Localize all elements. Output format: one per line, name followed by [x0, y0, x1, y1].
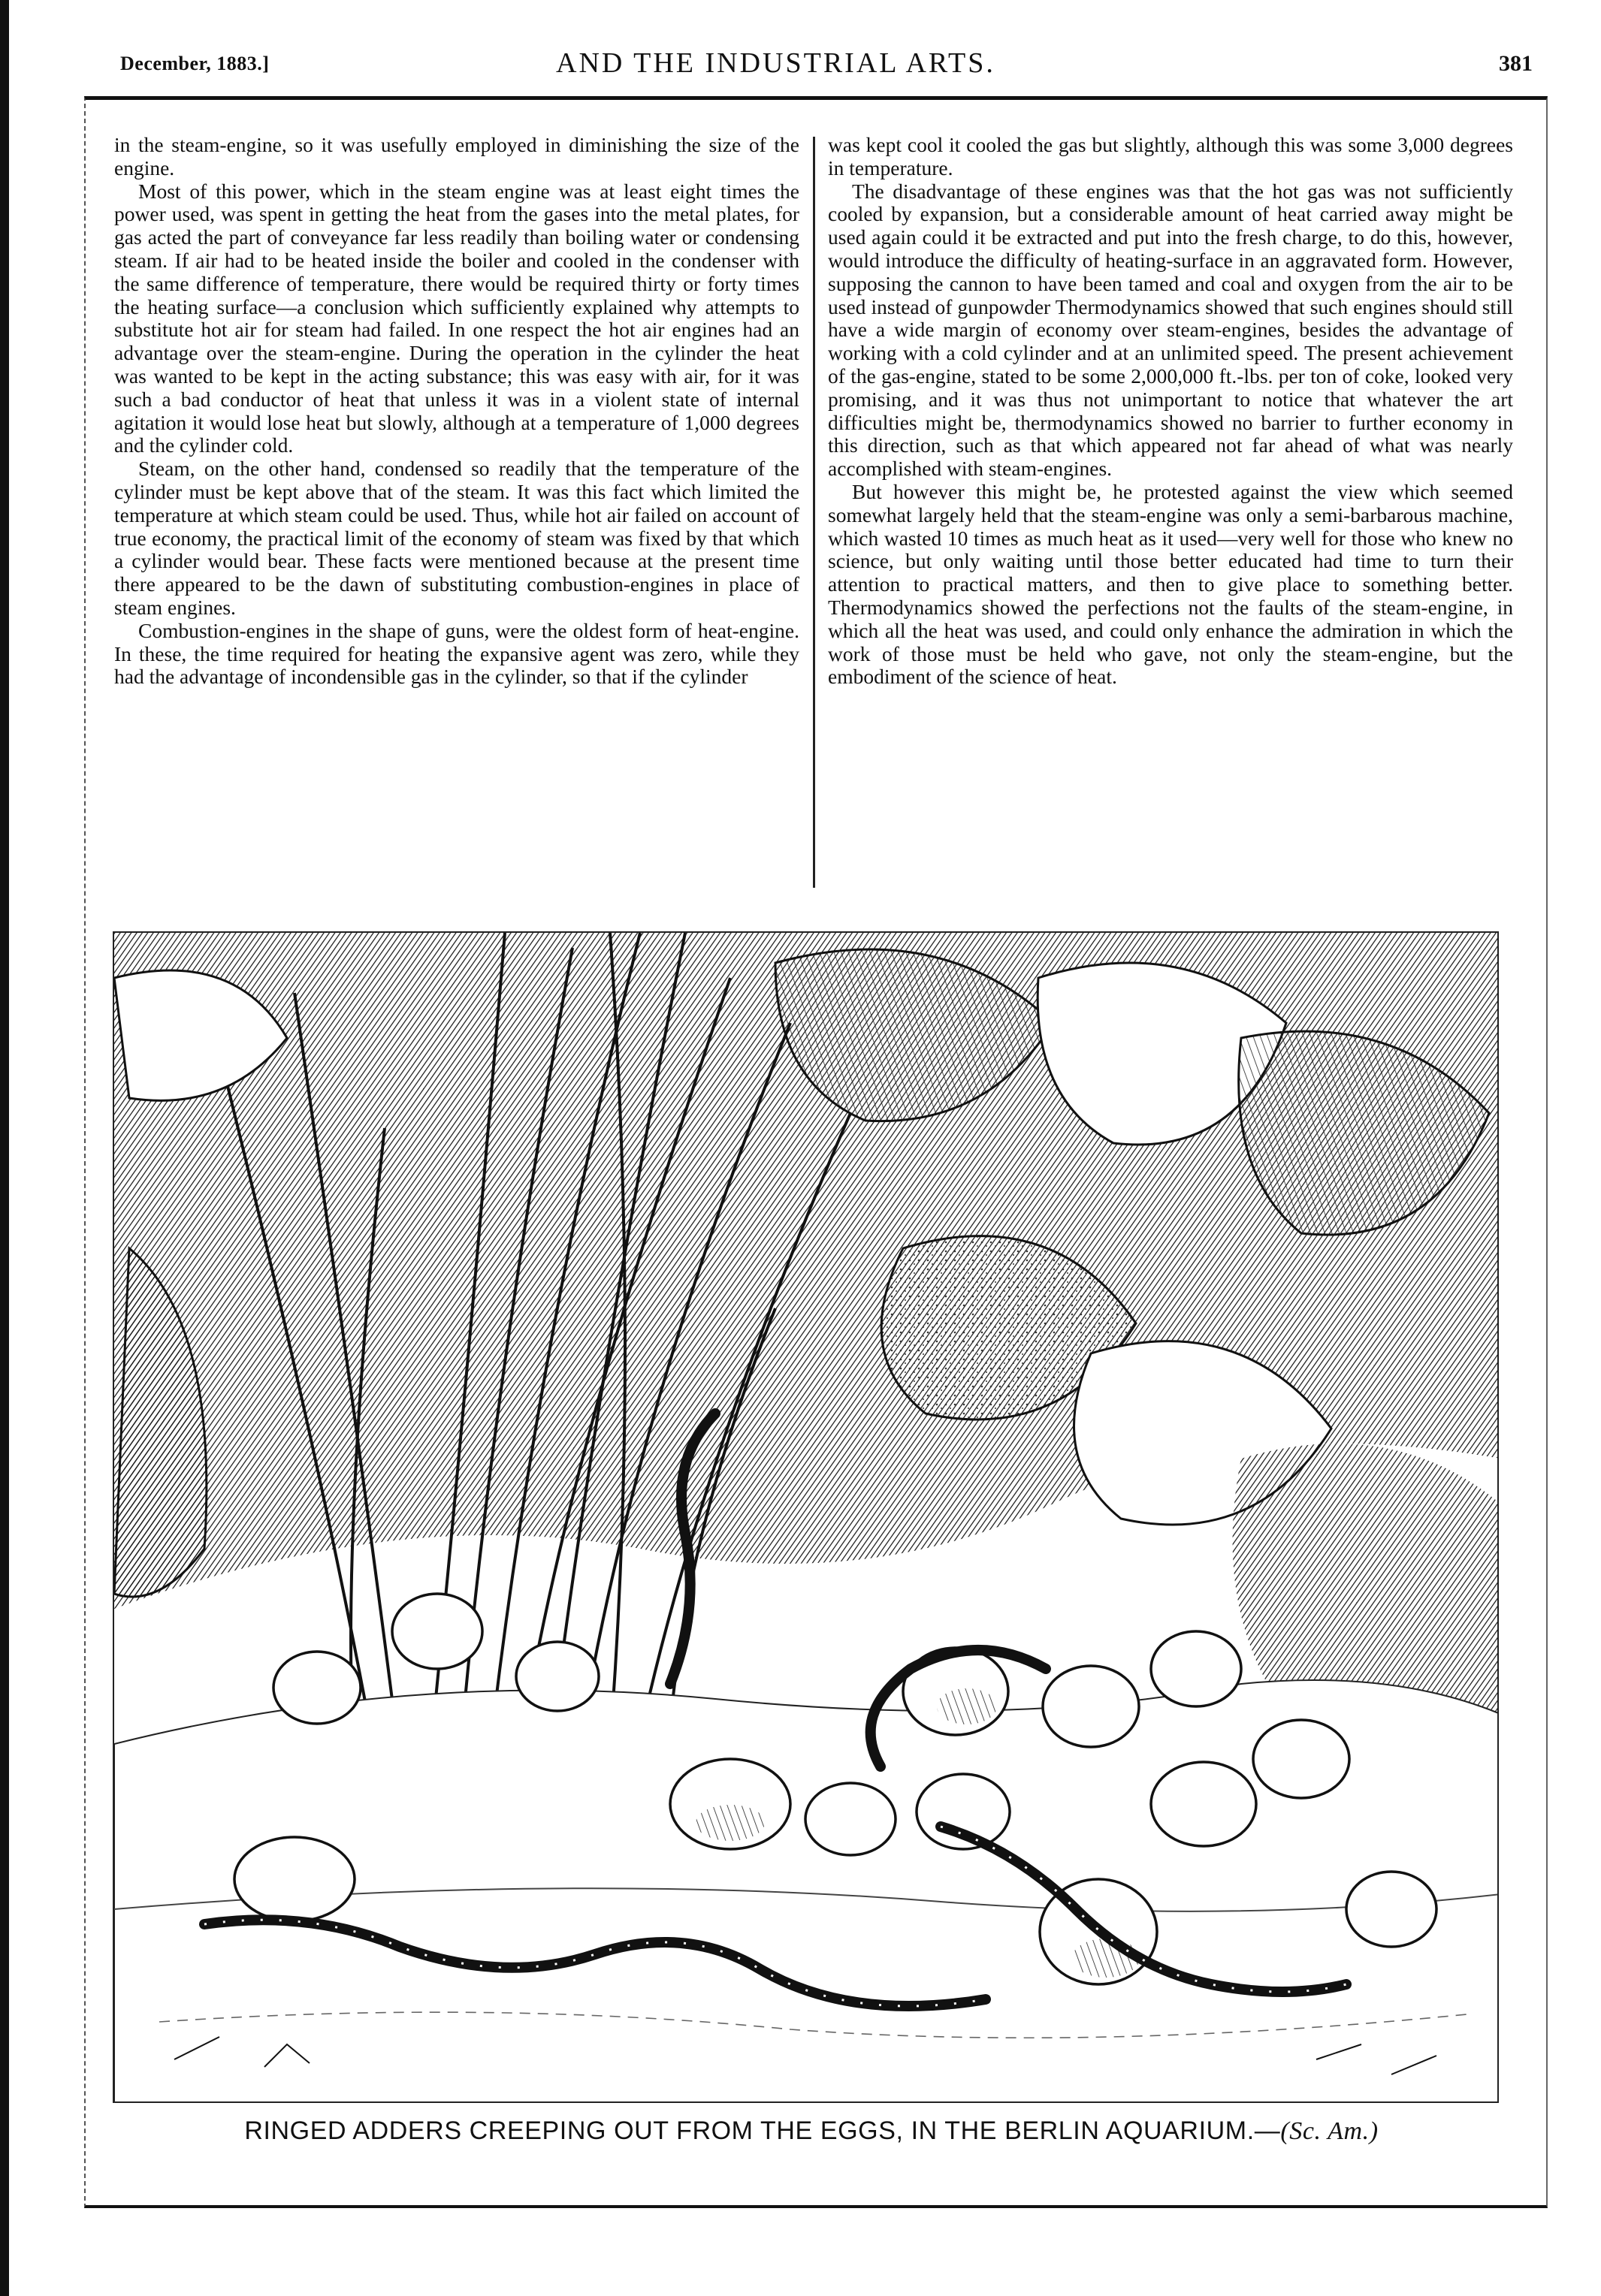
- paragraph: was kept cool it cooled the gas but slightly, although this was some 3,000 degrees in temperature.: [828, 133, 1513, 180]
- paragraph: Steam, on the other hand, condensed so readily that the temperature of the cylinder must be kept above that of the steam. It was this fact which limited the temperature at which steam could be used. Thus, while hot air failed on account of true economy, the practical limit of the economy of steam was fixed by that which a cylinder would bear. These facts were mentioned because at the present time there appeared to be the dawn of substituting combustion-engines in place of steam engines.: [114, 457, 799, 619]
- figure-caption: [105, 2116, 1518, 2146]
- paragraph: Most of this power, which in the steam engine was at least eight times the power used, was spent in getting the heat from the gases into the metal plates, for gas acted the part of conveyance far less readily than boiling water or condensing steam. If air had to be heated inside the boiler and cooled in the condenser with the same difference of temperature, there would be required thirty or forty times the heating surface—a conclusion which sufficiently explained why attempts to substitute hot air for steam had failed. In one respect the hot air engines had an advantage over the steam-engine. During the operation in the cylinder the heat was wanted to be kept in the acting substance; this was easy with air, for it was such a bad conductor of heat that unless it was in a violent state of internal agitation it would lose heat but slowly, although at a temperature of 1,000 degrees and the cylinder cold.: [114, 179, 799, 457]
- engraving-illustration: [113, 931, 1499, 2103]
- paragraph: in the steam-engine, so it was usefully employed in diminishing the size of the engine.: [114, 133, 799, 180]
- page-header: [90, 47, 1548, 92]
- page-number: 381: [1499, 51, 1533, 76]
- running-title: AND THE INDUSTRIAL ARTS.: [556, 47, 995, 79]
- paragraph: But however this might be, he protested against the view which seemed somewhat largely held that the steam-engine was only a semi-barbarous machine, which wasted 10 times as much heat as it used—very well for those who knew no science, but only waiting until those better educated had time to turn their attention to practical matters, and then to give place to something better. Thermodynamics showed the perfections not the faults of the steam-engine, in which all the heat was used, and could only enhance the admiration in which the work of those must be held who gave, not only the steam-engine, but the embodiment of the science of heat.: [828, 479, 1513, 689]
- column-divider: [813, 137, 815, 888]
- binding-spine: [0, 0, 9, 2296]
- issue-date: December, 1883.]: [120, 53, 270, 74]
- left-column: [114, 134, 799, 689]
- paragraph: Combustion-engines in the shape of guns, were the oldest form of heat-engine. In these, the time required for heating the expansive agent was zero, while they had the advantage of incondensible gas in the cylinder, so that if the cylinder: [114, 618, 799, 689]
- paragraph: The disadvantage of these engines was that the hot gas was not sufficiently cooled by expansion, but a considerable amount of heat carried away might be used again could it be extracted and put into the fresh charge, to do this, however, would introduce the difficulty of heating-surface in an aggravated form. However, supposing the cannon to have been tamed and coal and oxygen from the air to be used instead of gunpowder Thermodynamics showed that such engines should still have a wide margin of economy over steam-engines, besides the advantage of working with a cold cylinder and at an unlimited speed. The present achievement of the gas-engine, stated to be some 2,000,000 ft.-lbs. per ton of coke, looked very promising, and it was thus not unimportant to notice that whatever the art difficulties might be, thermodynamics showed no barrier to further economy in this direction, such as that which appeared not far ahead of what was nearly accomplished with steam-engines.: [828, 179, 1513, 481]
- right-column: [828, 134, 1513, 689]
- caption-source: (Sc. Am.): [1280, 2117, 1379, 2145]
- caption-text: RINGED ADDERS CREEPING OUT FROM THE EGGS, IN THE BERLIN AQUARIUM.—: [244, 2116, 1281, 2145]
